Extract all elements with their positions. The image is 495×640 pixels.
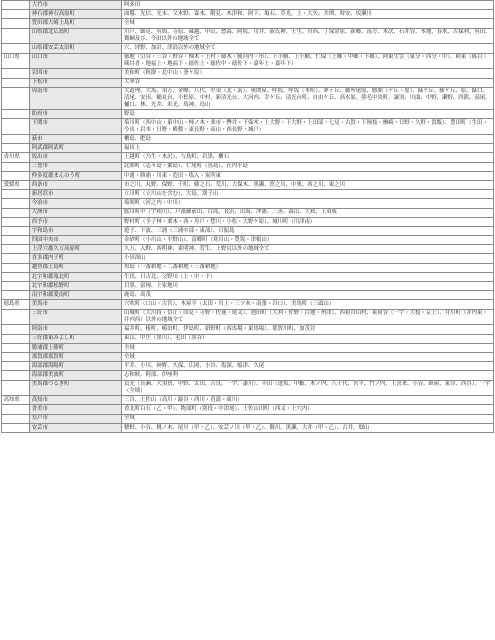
table-row	[2, 28, 494, 44]
prefecture-cell	[2, 272, 30, 281]
table-row	[2, 226, 494, 235]
municipality-cell: 大洲市	[30, 208, 122, 217]
table-row	[2, 78, 494, 87]
area-cell: 全域	[122, 414, 494, 423]
prefecture-cell	[2, 362, 30, 371]
area-cell: 香北町白石（乙・甲）、物部町（別役・中津尾）、土佐山田町（西又・上穴内）	[122, 405, 494, 414]
municipality-cell: 室戸市	[30, 414, 122, 423]
prefecture-cell	[2, 190, 30, 199]
municipality-cell: 防府市	[30, 110, 122, 119]
table-row	[2, 371, 494, 380]
prefecture-cell: 愛媛県	[2, 180, 30, 189]
prefecture-cell	[2, 423, 30, 432]
area-cell: 立川町（立川山を含む）、大島、別子山	[122, 190, 494, 199]
table-row	[2, 171, 494, 180]
area-cell: 全域	[122, 352, 494, 361]
municipality-cell: 神石郡神石高原町	[30, 10, 122, 19]
prefecture-cell	[2, 380, 30, 396]
prefecture-cell	[2, 199, 30, 208]
municipality-cell: 南宇和郡愛南町	[30, 291, 122, 300]
municipality-cell: 美馬市	[30, 300, 122, 309]
area-cell: 大華谷	[122, 78, 494, 87]
prefecture-cell	[2, 78, 30, 87]
prefecture-cell	[2, 371, 30, 380]
table-row	[2, 144, 494, 153]
area-cell: 川戸、細見、有間、寺原、蔵越、中山、惣森、阿坂、川井、新氏神、壬生、川西、丁保余原、新郷、南方、木次、石井谷、本地、春木、古保利、有田、舞綱及び、今田以外の地域全て	[122, 28, 494, 44]
prefecture-cell	[2, 69, 30, 78]
table-row	[2, 414, 494, 423]
table-row	[2, 110, 494, 119]
table-row	[2, 162, 494, 171]
table-row	[2, 282, 494, 291]
table-row	[2, 44, 494, 53]
municipality-cell: 豊田郡大崎上島町	[30, 19, 122, 28]
table-row	[2, 19, 494, 28]
area-cell: 福田上	[122, 144, 494, 153]
prefecture-cell: 高知県	[2, 396, 30, 405]
area-cell: 鹿島、高茂	[122, 291, 494, 300]
area-cell: 志和岐、阿部、伊座利	[122, 371, 494, 380]
prefecture-cell	[2, 19, 30, 28]
table-row	[2, 263, 494, 272]
municipality-cell: 西条市	[30, 180, 122, 189]
area-cell: 貞光（長瀬、大須賀、中野、太田、吉良、一宇、漆川）、半田（逢坂、中藪、木ノ内、八千代、宮平、竹ノ内、上喜来、小谷、紙屋、東谷、西谷）、一宇（全域）	[122, 380, 494, 396]
table-row	[2, 334, 494, 343]
municipality-cell: 新居浜市	[30, 190, 122, 199]
area-cell: 王越町（乃生・木沢）、与島町、岩黒、櫃石	[122, 153, 494, 162]
prefecture-cell	[2, 171, 30, 180]
table-row	[2, 362, 494, 371]
prefecture-cell	[2, 343, 30, 352]
municipality-cell: 勝浦郡上勝町	[30, 343, 122, 352]
area-cell: 中通・勝浦・川東・造田・塩入・炭所東	[122, 171, 494, 180]
table-row	[2, 309, 494, 325]
prefecture-cell	[2, 414, 30, 423]
municipality-cell: 美馬郡つるぎ町	[30, 380, 122, 396]
municipality-cell: 喜多郡内子町	[30, 254, 122, 263]
municipality-cell: 四国中央市	[30, 236, 122, 245]
table-row	[2, 300, 494, 309]
prefecture-cell	[2, 144, 30, 153]
area-cell: 久万、入野、西明神、東明神、菅生、上野尻以外の地域全て	[122, 245, 494, 254]
prefecture-cell	[2, 135, 30, 144]
municipality-cell: 坂出市	[30, 153, 122, 162]
table-row	[2, 254, 494, 263]
area-cell: 菊川町（西中山・東中山・柿ノ木・楽市・轡井・下保木・上大野・下大野・上田部・七見・古賀・下岡枝・楢崎・日野・久野・貴飯）、豊田町（生田・今出・岩本・日野・殿敷・東長野・高山・西長野・城戸）	[122, 119, 494, 135]
area-cell: 大道理、大馬、須万、金峰、八代、中須（北・南）、奥関屋、呼坂、呼坂（本町）、夢ヶ丘、御所尾原、勝間（ケ丘・原）、緑ケ丘、藤ケ丘、原、緑口、清尾、安田、鶴見台、小松原、中村、新清光台、大河内、幸ケ丘、清光台町、自由ケ丘、高水原、熊毛中央町、譲羽、川曲、中野、瀬野、四熊、高尾、樋口、林、光井、米光、馬神、鳥山	[122, 87, 494, 109]
area-cell: 魚島（一番耕地・二番耕地・三番耕地）	[122, 263, 494, 272]
municipality-cell: 北宇和郡鬼北町	[30, 272, 122, 281]
area-cell: 全域	[122, 343, 494, 352]
municipality-cell: 岩国市	[30, 69, 122, 78]
area-cell: 生田、日吉北、父野川（上・中・下）	[122, 272, 494, 281]
prefecture-cell	[2, 309, 30, 325]
area-cell: 穂野、小谷、桃ノ木、尾川（甲・乙）、安芸ノ川（甲・乙）、舞川、黒瀬、大井（甲・乙）、古井、畑山	[122, 423, 494, 432]
municipality-cell: 香美市	[30, 405, 122, 414]
area-cell: 全域	[122, 19, 494, 28]
area-cell: 徳地（引谷・三谷・野谷・柚木・上村・藤木・鯖河内・串）、下小鯖、上小鯖、仁保（上郷・中郷・下郷）、阿東生雲（東分・西分・中）、阿東（篠目・蔵目喜・地福上・地福下・徳佐上・徳佐中・徳佐下・嘉年上・嘉年下）	[122, 53, 494, 69]
prefecture-cell	[2, 1, 30, 10]
prefecture-cell	[2, 282, 30, 291]
area-table	[1, 0, 494, 433]
table-row	[2, 10, 494, 19]
table-row	[2, 190, 494, 199]
prefecture-cell	[2, 162, 30, 171]
prefecture-cell	[2, 263, 30, 272]
table-row	[2, 53, 494, 69]
area-cell: 櫃島、肥島	[122, 135, 494, 144]
table-row	[2, 236, 494, 245]
area-cell: 野村町（予子林・栗木・西・舟戸・惣川・小松・大野ケ原）、城川町（川津南）	[122, 217, 494, 226]
municipality-cell: 山口市	[30, 53, 122, 69]
municipality-cell: 下松市	[30, 78, 122, 87]
table-row	[2, 291, 494, 300]
prefecture-cell	[2, 334, 30, 343]
municipality-cell: 越智郡上島町	[30, 263, 122, 272]
municipality-cell: 安芸市	[30, 423, 122, 432]
municipality-cell: 山県郡安芸太田町	[30, 44, 122, 53]
area-cell: 福井町、椿町、椿泊町、伊島町、新野町（西馬場・東馬場）、那賀川町、加茂谷	[122, 325, 494, 334]
municipality-cell: 海部郡海陽町	[30, 362, 122, 371]
prefecture-cell	[2, 405, 30, 414]
area-cell: 金砂町（小川山・平野山）、富郷町（寒川山・豊坂・津根山）	[122, 236, 494, 245]
table-row	[2, 135, 494, 144]
prefecture-cell: 山口県	[2, 53, 30, 69]
table-row	[2, 208, 494, 217]
table-row	[2, 272, 494, 281]
table-row	[2, 119, 494, 135]
prefecture-cell	[2, 28, 30, 44]
table-row	[2, 180, 494, 189]
table-row	[2, 380, 494, 396]
municipality-cell: 宇和島市	[30, 226, 122, 235]
area-cell: 市之川、丸野、保野、千町、藤之石、荒川、大保木、黒瀬、笹之川、中奥、西之川、東之川	[122, 180, 494, 189]
prefecture-cell	[2, 245, 30, 254]
municipality-cell: 萩市	[30, 135, 122, 144]
area-cell: 詫間町（志々島・粟島）、仁尾町（蔦島）、荘内半島	[122, 162, 494, 171]
prefecture-cell	[2, 10, 30, 19]
area-cell: 穴吹町（口山・古宮）、木屋平（太田・川上・三ツ木・南張・谷口）、美馬町（三頭山）	[122, 300, 494, 309]
area-cell: 菊間町（河之内・中川）	[122, 199, 494, 208]
municipality-cell: 山県郡北広島町	[30, 28, 122, 44]
area-cell: 肱川町中（宇和川）、戸祇御前山、白滝、長浜、出海、沖浦、三善、森山、大和、上須戒	[122, 208, 494, 217]
municipality-cell: 上浮穴郡久万高原町	[30, 245, 122, 254]
prefecture-cell	[2, 226, 30, 235]
table-row	[2, 396, 494, 405]
prefecture-cell	[2, 119, 30, 135]
area-cell: 面鷲、光信、光末、父木野、森木、階見、木津和、阿下、亀石、草光、上・大矢、井関、時安、坂瀬川	[122, 10, 494, 19]
area-cell: 東山、中庄（黒川）、毛田（黒谷）	[122, 334, 494, 343]
prefecture-cell	[2, 87, 30, 109]
prefecture-cell: 香川県	[2, 153, 30, 162]
table-row	[2, 245, 494, 254]
table-row	[2, 352, 494, 361]
municipality-cell: 周南市	[30, 87, 122, 109]
area-cell: 遊子、下波、三浦（三浦中部・東部）、日振島	[122, 226, 494, 235]
area-cell: 阿多田	[122, 1, 494, 10]
table-row	[2, 217, 494, 226]
area-cell: 三谷、土佐山（高川・鏡谷・西川・菖蒲・東川）	[122, 396, 494, 405]
municipality-cell: 三好市	[30, 309, 122, 325]
area-cell: 山城町（大川持・信正・国見・寺野・佐連・尾又）、池田町（大利・佐野・白地・州津）、西祖谷山村、東祖谷（一宇・大枝・京上）、井川町（井内東・井内西）以外の地域全て	[122, 309, 494, 325]
prefecture-cell	[2, 254, 30, 263]
municipality-cell: 下関市	[30, 119, 122, 135]
municipality-cell: 今治市	[30, 199, 122, 208]
municipality-cell: 仲多度郡まんのう町	[30, 171, 122, 180]
area-cell: 穴、坪野、加計、津浪以外の地域全て	[122, 44, 494, 53]
table-row	[2, 1, 494, 10]
prefecture-cell	[2, 325, 30, 334]
table-row	[2, 405, 494, 414]
municipality-cell: 西予市	[30, 217, 122, 226]
area-cell: 目黒、富岡、上家地川	[122, 282, 494, 291]
municipality-cell: 那賀郡那賀町	[30, 352, 122, 361]
prefecture-cell	[2, 236, 30, 245]
municipality-cell: 北宇和郡松野町	[30, 282, 122, 291]
table-row	[2, 199, 494, 208]
area-cell: 小田深山	[122, 254, 494, 263]
municipality-cell: 三好郡東みよし町	[30, 334, 122, 343]
municipality-cell: 海部郡美波町	[30, 371, 122, 380]
municipality-cell: 阿武郡阿武町	[30, 144, 122, 153]
table-row	[2, 343, 494, 352]
prefecture-cell	[2, 352, 30, 361]
table-row	[2, 153, 494, 162]
table-row	[2, 69, 494, 78]
table-row	[2, 87, 494, 109]
prefecture-cell	[2, 217, 30, 226]
table-row	[2, 423, 494, 432]
prefecture-cell	[2, 291, 30, 300]
area-cell: 美和町（秋掛・北中山・釜ケ原）	[122, 69, 494, 78]
table-row	[2, 325, 494, 334]
municipality-cell: 三豊市	[30, 162, 122, 171]
municipality-cell: 阿南市	[30, 325, 122, 334]
area-cell: 平井、小川、神野、久保、広岡、小谷、塩深、船津、久尾	[122, 362, 494, 371]
municipality-cell: 高知市	[30, 396, 122, 405]
prefecture-cell	[2, 44, 30, 53]
prefecture-cell: 徳島県	[2, 300, 30, 309]
prefecture-cell	[2, 110, 30, 119]
municipality-cell: 大竹市	[30, 1, 122, 10]
area-cell: 野島	[122, 110, 494, 119]
prefecture-cell	[2, 208, 30, 217]
